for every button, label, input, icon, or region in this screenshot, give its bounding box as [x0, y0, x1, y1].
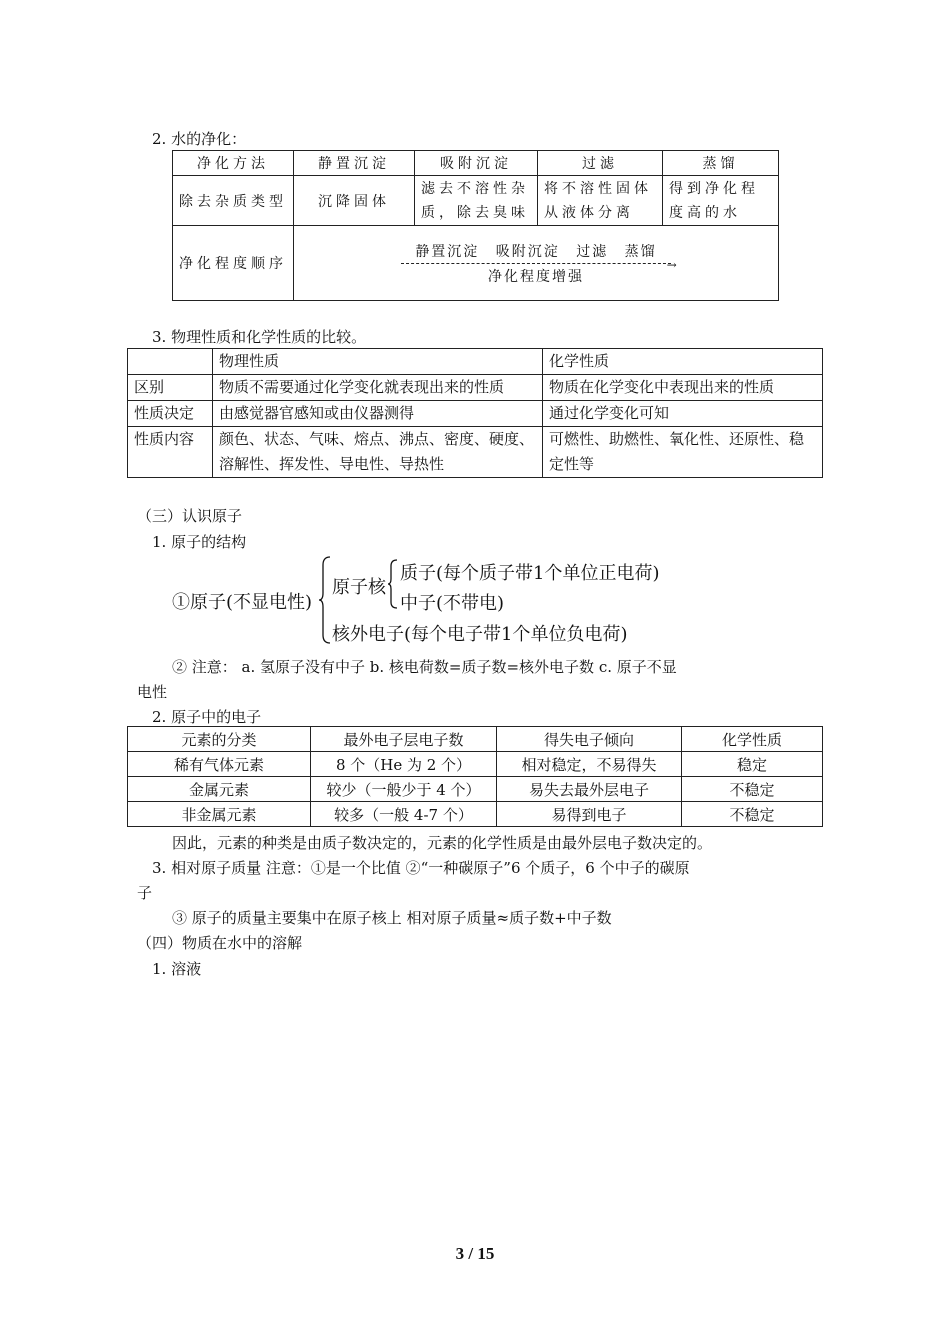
row-label: 除去杂质类型: [173, 176, 294, 226]
table-cell: 滤去不溶性杂质，除去臭味: [415, 176, 538, 226]
header-cell: 最外电子层电子数: [311, 727, 497, 752]
purification-order-cell: [294, 226, 779, 301]
table-cell: 不稳定: [682, 802, 823, 827]
table-cell: 物质不需要通过化学变化就表现出来的性质: [213, 375, 543, 401]
electron-label: 核外电子(每个电子带1个单位负电荷): [332, 624, 628, 645]
atom-note-line: ② 注意： a. 氢原子没有中子 b. 核电荷数=质子数=核外电子数 c. 原子不显: [172, 658, 677, 676]
table-cell: 得到净化程度高的水: [663, 176, 779, 226]
arrow-right-icon: →: [666, 257, 679, 272]
left-brace-icon: [387, 558, 399, 610]
table-cell: 易得到电子: [497, 802, 682, 827]
table-cell: 颜色、状态、气味、熔点、沸点、密度、硬度、溶解性、挥发性、导电性、导热性: [213, 427, 543, 478]
table-row: [128, 427, 823, 478]
purification-sequence: [401, 241, 679, 286]
table-cell: 沉降固体: [294, 176, 415, 226]
header-cell: 得失电子倾向: [497, 727, 682, 752]
table-row: [173, 226, 779, 301]
header-cell: [128, 349, 213, 375]
water-purification-table: [172, 150, 779, 301]
table-cell: 较多（一般 4-7 个）: [311, 802, 497, 827]
table-cell: 非金属元素: [128, 802, 311, 827]
subheading-atom-structure: 1. 原子的结构: [152, 533, 247, 551]
proton-label: 质子(每个质子带1个单位正电荷): [400, 563, 660, 584]
header-cell: 物理性质: [213, 349, 543, 375]
header-cell: 过滤: [538, 151, 663, 176]
row-label: 性质决定: [128, 401, 213, 427]
table-cell: 较少（一般少于 4 个）: [311, 777, 497, 802]
section-heading-water-purification: 2. 水的净化：: [152, 130, 247, 148]
sequence-step: 静置沉淀: [415, 243, 480, 260]
sequence-step: 过滤: [576, 243, 609, 260]
section-heading-properties: 3. 物理性质和化学性质的比较。: [152, 328, 367, 346]
table-row: [128, 752, 823, 777]
table-cell: 稀有气体元素: [128, 752, 311, 777]
electron-table: [127, 726, 823, 827]
atom-note-line: 电性: [137, 683, 168, 701]
table-row: [128, 802, 823, 827]
header-cell: 静置沉淀: [294, 151, 415, 176]
table-cell: 不稳定: [682, 777, 823, 802]
part-heading-dissolution: （四）物质在水中的溶解: [137, 934, 303, 952]
row-label: 净化程度顺序: [173, 226, 294, 301]
header-cell: 化学性质: [543, 349, 823, 375]
nucleus-label: 原子核: [332, 577, 386, 598]
row-label: 区别: [128, 375, 213, 401]
subheading-electrons: 2. 原子中的电子: [152, 708, 262, 726]
neutron-label: 中子(不带电): [400, 593, 505, 614]
table-row: [128, 375, 823, 401]
part-heading-atoms: （三）认识原子: [137, 507, 243, 525]
table-header-row: [128, 727, 823, 752]
sequence-arrow-line: [401, 241, 679, 272]
table-row: [128, 401, 823, 427]
atom-structure-diagram: [172, 555, 732, 647]
table-cell: 可燃性、助燃性、氧化性、还原性、稳定性等: [543, 427, 823, 478]
table-row: [128, 777, 823, 802]
subheading-solution: 1. 溶液: [152, 960, 202, 978]
table-header-row: [173, 151, 779, 176]
atom-root-label: ①原子(不显电性): [172, 592, 313, 613]
left-brace-icon: [318, 555, 332, 645]
header-cell: 净化方法: [173, 151, 294, 176]
header-cell: 化学性质: [682, 727, 823, 752]
table-cell: 金属元素: [128, 777, 311, 802]
table-cell: 由感觉器官感知或由仪器测得: [213, 401, 543, 427]
table-cell: 相对稳定，不易得失: [497, 752, 682, 777]
header-cell: 吸附沉淀: [415, 151, 538, 176]
page-number: 3 / 15: [455, 1244, 495, 1263]
table-cell: 通过化学变化可知: [543, 401, 823, 427]
sequence-step: 蒸馏: [624, 243, 657, 260]
properties-comparison-table: [127, 348, 823, 478]
table-cell: 8 个（He 为 2 个）: [311, 752, 497, 777]
table-cell: 易失去最外层电子: [497, 777, 682, 802]
sequence-caption: 净化程度增强: [487, 268, 584, 285]
sequence-step: 吸附沉淀: [495, 243, 560, 260]
relative-atomic-mass-note: ③ 原子的质量主要集中在原子核上 相对原子质量≈质子数+中子数: [172, 909, 612, 927]
header-cell: 元素的分类: [128, 727, 311, 752]
table-cell: 稳定: [682, 752, 823, 777]
header-cell: 蒸馏: [663, 151, 779, 176]
table-row: [173, 176, 779, 226]
relative-atomic-mass-line: 3. 相对原子质量 注意：①是一个比值 ②“一种碳原子”6 个质子，6 个中子的碳原: [152, 859, 690, 877]
conclusion-text: 因此，元素的种类是由质子数决定的，元素的化学性质是由最外层电子数决定的。: [172, 834, 713, 852]
relative-atomic-mass-line: 子: [137, 884, 153, 902]
row-label: 性质内容: [128, 427, 213, 478]
table-header-row: [128, 349, 823, 375]
table-cell: 将不溶性固体从液体分离: [538, 176, 663, 226]
table-cell: 物质在化学变化中表现出来的性质: [543, 375, 823, 401]
